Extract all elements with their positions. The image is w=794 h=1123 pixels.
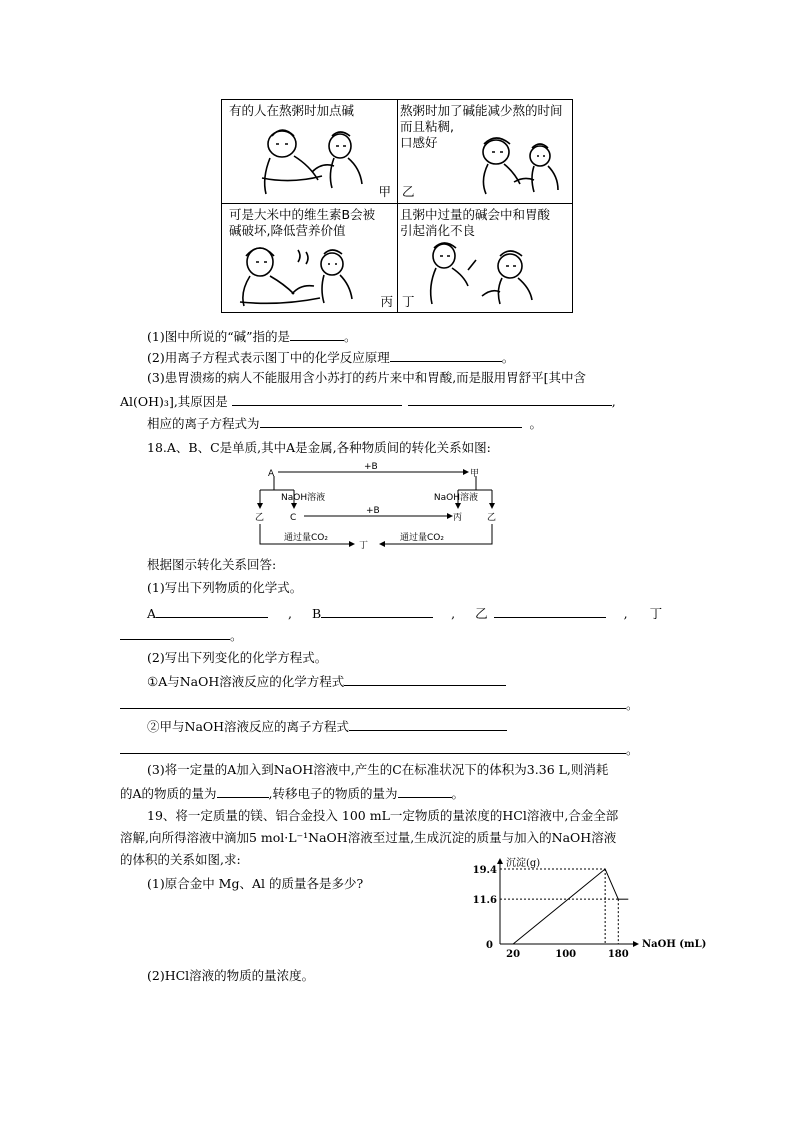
series-line <box>513 869 618 944</box>
q19-line3: 的体积的关系如图,求: <box>120 852 241 867</box>
label-naoh: NaOH溶液 <box>433 493 478 503</box>
q17-part3-line2: Al(OH)₃],其原因是 , <box>120 391 616 411</box>
comic-mark: 丙 <box>380 294 393 309</box>
cartoon-family-illustration <box>236 242 366 310</box>
cartoon-eating-illustration <box>468 134 568 198</box>
q17-part3-line3: 相应的离子方程式为 。 <box>147 413 542 433</box>
cartoon-parent-child-illustration <box>422 240 552 310</box>
node-ding: 丁 <box>359 541 369 550</box>
q19-line2: 溶解,向所得溶液中滴加5 mol·L⁻¹NaOH溶液至过量,生成沉淀的质量与加入的NaOH溶液 <box>120 830 617 845</box>
comic-caption: 有的人在熬粥时加点碱 <box>229 103 355 118</box>
q19-line1: 19、将一定质量的镁、铝合金投入 100 mL一定物质的量浓度的HCl溶液中,合金全部 <box>147 808 619 823</box>
comic-cell-jia <box>222 100 397 203</box>
node-yi: 乙 <box>487 513 497 523</box>
conversion-diagram <box>254 462 498 550</box>
node-jia: 甲 <box>470 469 480 479</box>
y-tick-label: 19.4 <box>472 865 497 877</box>
q17-part3-line1: (3)患胃溃疡的病人不能服用含小苏打的药片来中和胃酸,而是服用胃舒平[其中含 <box>147 370 587 385</box>
comic-table <box>221 99 573 313</box>
q17-part1: (1)图中所说的“碱”指的是 。 <box>147 326 357 346</box>
label-plus-b: +B <box>366 506 380 516</box>
x-tick-label: 100 <box>555 949 577 960</box>
x-tick-label: 20 <box>506 949 521 960</box>
label-co2: 通过量CO₂ <box>400 533 444 543</box>
q18-sub2-a-line: 。 <box>120 694 639 714</box>
node-yi: 乙 <box>255 513 265 523</box>
q18-sub1: (1)写出下列物质的化学式。 <box>147 580 303 595</box>
comic-caption: 且粥中过量的碱会中和胃酸 引起消化不良 <box>400 207 551 238</box>
q19-part2: (2)HCl溶液的物质的量浓度。 <box>147 968 315 983</box>
cartoon-cooking-illustration <box>252 122 382 198</box>
precipitate-chart <box>470 855 710 963</box>
comic-caption: 可是大米中的维生素B会被 碱破坏,降低营养价值 <box>229 207 376 238</box>
node-C: C <box>290 513 297 523</box>
q18-sub1-blanks: A , B , 乙 , 丁 <box>147 603 662 623</box>
q18-sub3-line2: 的A的物质的量为 ,转移电子的物质的量为 。 <box>120 783 464 803</box>
comic-caption: 熬粥时加了碱能减少熬的时间 而且粘稠, 口感好 <box>400 103 563 150</box>
q18-sub2-b-line: 。 <box>120 739 639 759</box>
comic-mark: 甲 <box>378 184 391 199</box>
q18-sub2: (2)写出下列变化的化学方程式。 <box>147 650 328 665</box>
q18-sub3-line1: (3)将一定量的A加入到NaOH溶液中,产生的C在标准状况下的体积为3.36 L,则消耗 <box>147 762 609 777</box>
comic-cell-bing <box>222 204 397 312</box>
q18-intro: 根据图示转化关系回答: <box>147 557 277 572</box>
node-bing: 丙 <box>453 513 463 523</box>
q18-sub2-a: ①A与NaOH溶液反应的化学方程式 <box>147 671 506 691</box>
origin-label: 0 <box>486 940 493 951</box>
comic-cell-yi <box>398 100 573 203</box>
y-axis-label: 沉淀(g) <box>506 858 541 869</box>
node-A: A <box>268 469 275 479</box>
label-co2: 通过量CO₂ <box>284 533 328 543</box>
comic-mark: 乙 <box>402 184 415 199</box>
label-plus-b: +B <box>364 462 378 472</box>
comic-mark: 丁 <box>402 294 415 309</box>
q18-sub2-b: ②甲与NaOH溶液反应的离子方程式 <box>147 716 507 736</box>
y-tick-label: 11.6 <box>472 895 497 907</box>
q19-part1: (1)原合金中 Mg、Al 的质量各是多少? <box>147 876 364 891</box>
q18-stem: 18.A、B、C是单质,其中A是金属,各种物质间的转化关系如图: <box>147 440 491 455</box>
q18-sub1-blank-ding: 。 <box>120 625 243 645</box>
comic-cell-ding <box>398 204 573 312</box>
label-naoh: NaOH溶液 <box>281 493 326 503</box>
x-axis-label: NaOH (mL) <box>642 939 707 950</box>
x-tick-label: 180 <box>607 949 629 960</box>
q17-part2: (2)用离子方程式表示图丁中的化学反应原理 。 <box>147 347 514 367</box>
